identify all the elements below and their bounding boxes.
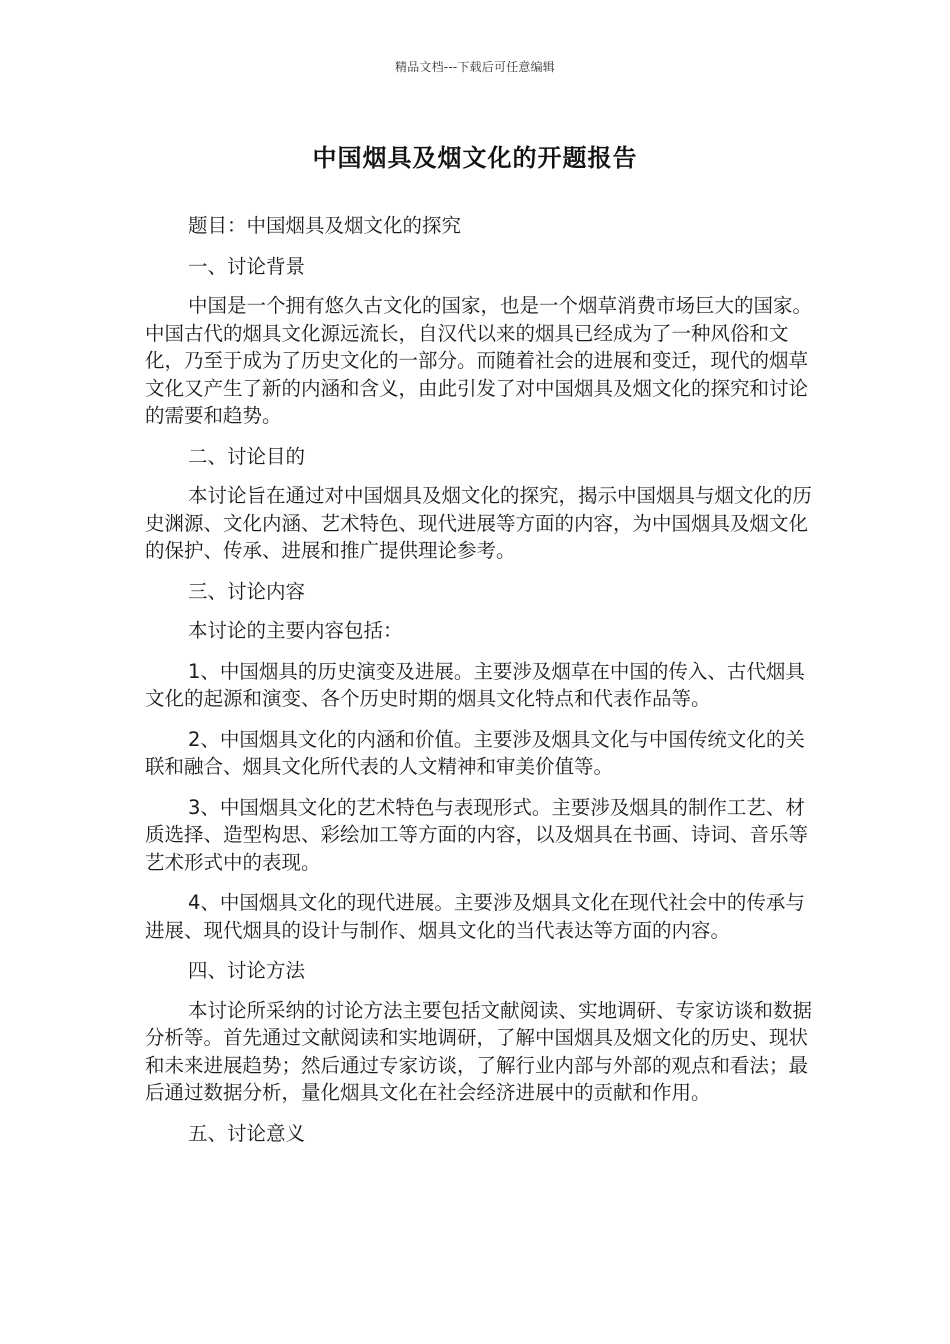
content-item-1: 1、中国烟具的历史演变及进展。主要涉及烟草在中国的传入、古代烟具文化的起源和演变、各个历史时期的烟具文化特点和代表作品等。 (145, 659, 805, 710)
header-note: 精品文档---下载后可任意编辑 (395, 60, 555, 74)
section-heading-purpose: 二、讨论目的 (188, 444, 306, 468)
document-body (145, 212, 813, 1159)
paragraph-background: 中国是一个拥有悠久古文化的国家，也是一个烟草消费市场巨大的国家。中国古代的烟具文化源远流长，自汉代以来的烟具已经成为了一种风俗和文化，乃至于成为了历史文化的一部分。而随着社会的进展和变迁，现代的烟草文化又产生了新的内涵和含义，由此引发了对中国烟具及烟文化的探究和讨论的需要和趋势。 (145, 294, 813, 427)
document-title: 中国烟具及烟文化的开题报告 (312, 144, 638, 172)
section-heading-significance: 五、讨论意义 (188, 1121, 306, 1145)
content-item-3: 3、中国烟具文化的艺术特色与表现形式。主要涉及烟具的制作工艺、材质选择、造型构思、彩绘加工等方面的内容，以及烟具在书画、诗词、音乐等艺术形式中的表现。 (145, 795, 809, 874)
paragraph-methods: 本讨论所采纳的讨论方法主要包括文献阅读、实地调研、专家访谈和数据分析等。首先通过文献阅读和实地调研，了解中国烟具及烟文化的历史、现状和未来进展趋势；然后通过专家访谈，了解行业内部与外部的观点和看法；最后通过数据分析，量化烟具文化在社会经济进展中的贡献和作用。 (145, 998, 813, 1104)
content-item-4: 4、中国烟具文化的现代进展。主要涉及烟具文化在现代社会中的传承与进展、现代烟具的设计与制作、烟具文化的当代表达等方面的内容。 (145, 891, 805, 942)
content-item-2: 2、中国烟具文化的内涵和价值。主要涉及烟具文化与中国传统文化的关联和融合、烟具文化所代表的人文精神和审美价值等。 (145, 727, 805, 778)
section-heading-background: 一、讨论背景 (188, 254, 306, 278)
section-heading-content: 三、讨论内容 (188, 579, 306, 603)
paragraph-purpose: 本讨论旨在通过对中国烟具及烟文化的探究，揭示中国烟具与烟文化的历史渊源、文化内涵、艺术特色、现代进展等方面的内容，为中国烟具及烟文化的保护、传承、进展和推广提供理论参考。 (145, 484, 813, 562)
paragraph-content-intro: 本讨论的主要内容包括： (188, 619, 403, 642)
subject-line: 题目：中国烟具及烟文化的探究 (188, 214, 462, 237)
section-heading-methods: 四、讨论方法 (188, 959, 306, 982)
